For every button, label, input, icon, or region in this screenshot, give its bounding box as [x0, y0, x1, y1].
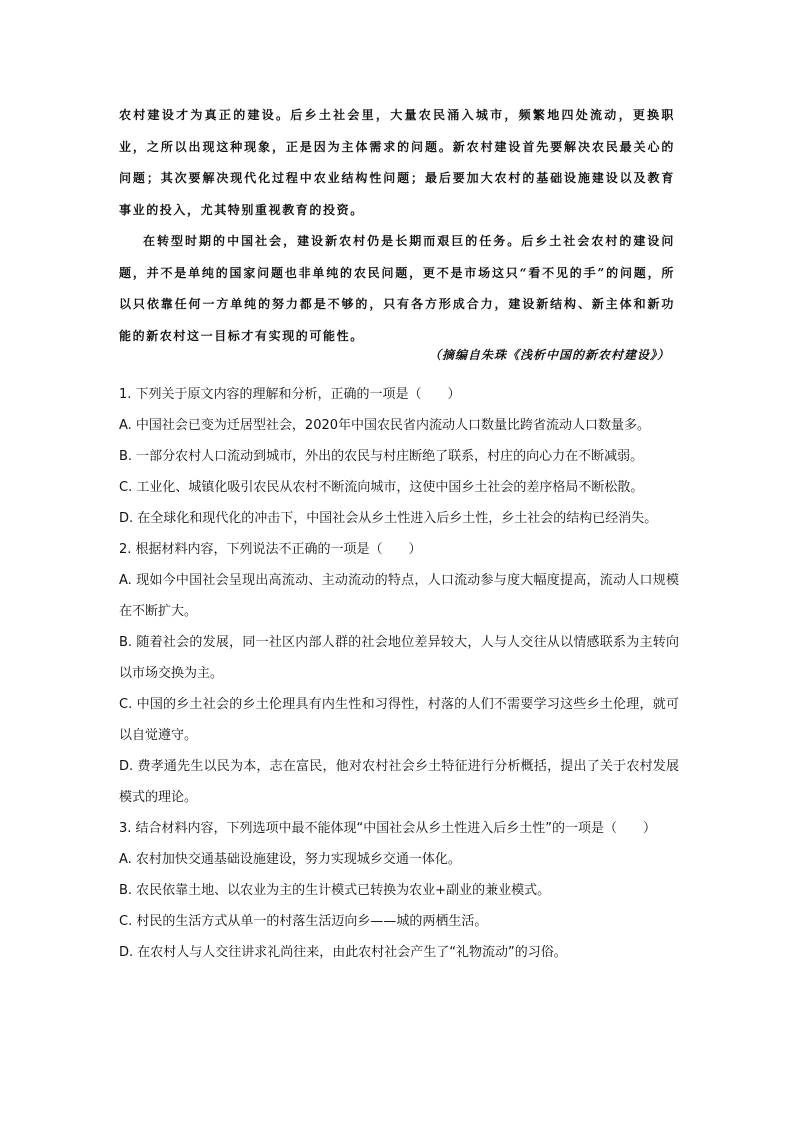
answer-option: D. 费孝通先生以民为本，志在富民，他对农村社会乡土特征进行分析概括，提出了关于农村发展模式的理论。: [119, 759, 679, 805]
passage-paragraph: 在转型时期的中国社会，建设新农村仍是长期而艰巨的任务。后乡土社会农村的建设问题，并不是单纯的国家问题也非单纯的农民问题，更不是市场这只“看不见的手”的问题，所以只依靠任何一方单纯的努力都是不够的，只有各方形成合力，建设新结构、新主体和新功能的新农村这一目标才有实现的可能性。: [119, 234, 675, 343]
answer-option: D. 在全球化和现代化的冲击下，中国社会从乡土性进入后乡土性，乡土社会的结构已经消失。: [119, 511, 658, 526]
answer-option: C. 村民的生活方式从单一的村落生活迈向乡——城的两栖生活。: [119, 914, 488, 929]
passage-paragraph: 农村建设才为真正的建设。后乡土社会里，大量农民涌入城市，频繁地四处流动，更换职业，之所以出现这种现象，正是因为主体需求的问题。新农村建设首先要解决农民最关心的问题；其次要解决现代化过程中农业结构性问题；最后要加大农村的基础设施建设以及教育事业的投入，尤其特别重视教育的投资。: [119, 108, 675, 217]
question-block: [119, 813, 679, 968]
question-block: [119, 534, 679, 813]
reading-passage: [119, 100, 675, 352]
question-block: [119, 379, 679, 534]
question-stem: 2. 根据材料内容，下列说法不正确的一项是（ ）: [119, 542, 422, 557]
answer-option: C. 中国的乡土社会的乡土伦理具有内生性和习得性，村落的人们不需要学习这些乡土伦理，就可以自觉遵守。: [119, 697, 679, 743]
answer-option: D. 在农村人与人交往讲求礼尚往来，由此农村社会产生了“礼物流动”的习俗。: [119, 945, 567, 960]
answer-option: C. 工业化、城镇化吸引农民从农村不断流向城市，这使中国乡土社会的差序格局不断松散。: [119, 480, 644, 495]
passage-source: （摘编自朱珠《浅析中国的新农村建设》）: [428, 348, 670, 362]
answer-option: A. 农村加快交通基础设施建设，努力实现城乡交通一体化。: [119, 852, 461, 867]
answer-option: A. 中国社会已变为迁居型社会，2020年中国农民省内流动人口数量比跨省流动人口数量多。: [119, 418, 651, 433]
question-list: [119, 379, 679, 968]
question-stem: 1. 下列关于原文内容的理解和分析，正确的一项是（ ）: [119, 387, 461, 402]
answer-option: B. 农民依靠土地、以农业为主的生计模式已转换为农业+副业的兼业模式。: [119, 883, 551, 898]
answer-option: A. 现如今中国社会呈现出高流动、主动流动的特点，人口流动参与度大幅度提高，流动人口规模在不断扩大。: [119, 573, 679, 619]
answer-option: B. 随着社会的发展，同一社区内部人群的社会地位差异较大，人与人交往从以情感联系为主转向以市场交换为主。: [119, 635, 679, 681]
answer-option: B. 一部分农村人口流动到城市，外出的农民与村庄断绝了联系，村庄的向心力在不断减弱。: [119, 449, 644, 464]
question-stem: 3. 结合材料内容，下列选项中最不能体现“中国社会从乡土性进入后乡土性”的一项是（ ）: [119, 821, 657, 836]
